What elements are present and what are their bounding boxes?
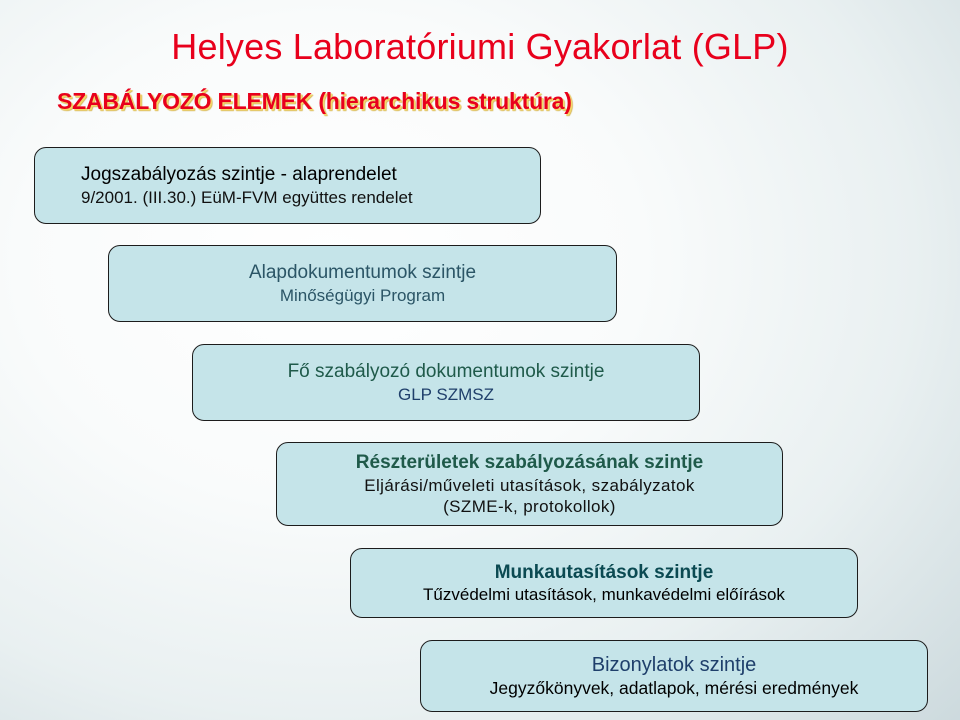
level-detail: Eljárási/műveleti utasítások, szabályzatok (364, 475, 695, 495)
level-heading: Munkautasítások szintje (494, 561, 714, 583)
level-box-subareas (276, 442, 783, 526)
level-detail: 9/2001. (III.30.) EüM-FVM együttes rendelet (81, 187, 413, 207)
level-heading: Alapdokumentumok szintje (248, 262, 477, 283)
level-heading: Részterületek szabályozásának szintje (355, 451, 704, 473)
level-box-work-instructions (350, 548, 858, 618)
level-detail: Minőségügyi Program (279, 285, 446, 305)
level-box-main-regulations (192, 344, 700, 421)
level-heading: Fő szabályozó dokumentumok szintje (287, 361, 605, 382)
level-detail: Jegyzőkönyvek, adatlapok, mérési eredmények (489, 677, 859, 698)
level-detail: (SZME-k, protokollok) (443, 496, 616, 516)
level-box-legislation (34, 147, 541, 224)
level-box-base-documents (108, 245, 617, 322)
page-subtitle: SZABÁLYOZÓ ELEMEK (hierarchikus struktúra) (57, 88, 572, 114)
level-detail: GLP SZMSZ (397, 384, 495, 404)
level-heading: Bizonylatok szintje (591, 653, 757, 676)
level-detail: Tűzvédelmi utasítások, munkavédelmi előírások (423, 585, 785, 605)
page-title: Helyes Laboratóriumi Gyakorlat (GLP) (171, 26, 789, 67)
level-heading: Jogszabályozás szintje - alaprendelet (81, 164, 397, 185)
level-box-records (420, 640, 928, 712)
